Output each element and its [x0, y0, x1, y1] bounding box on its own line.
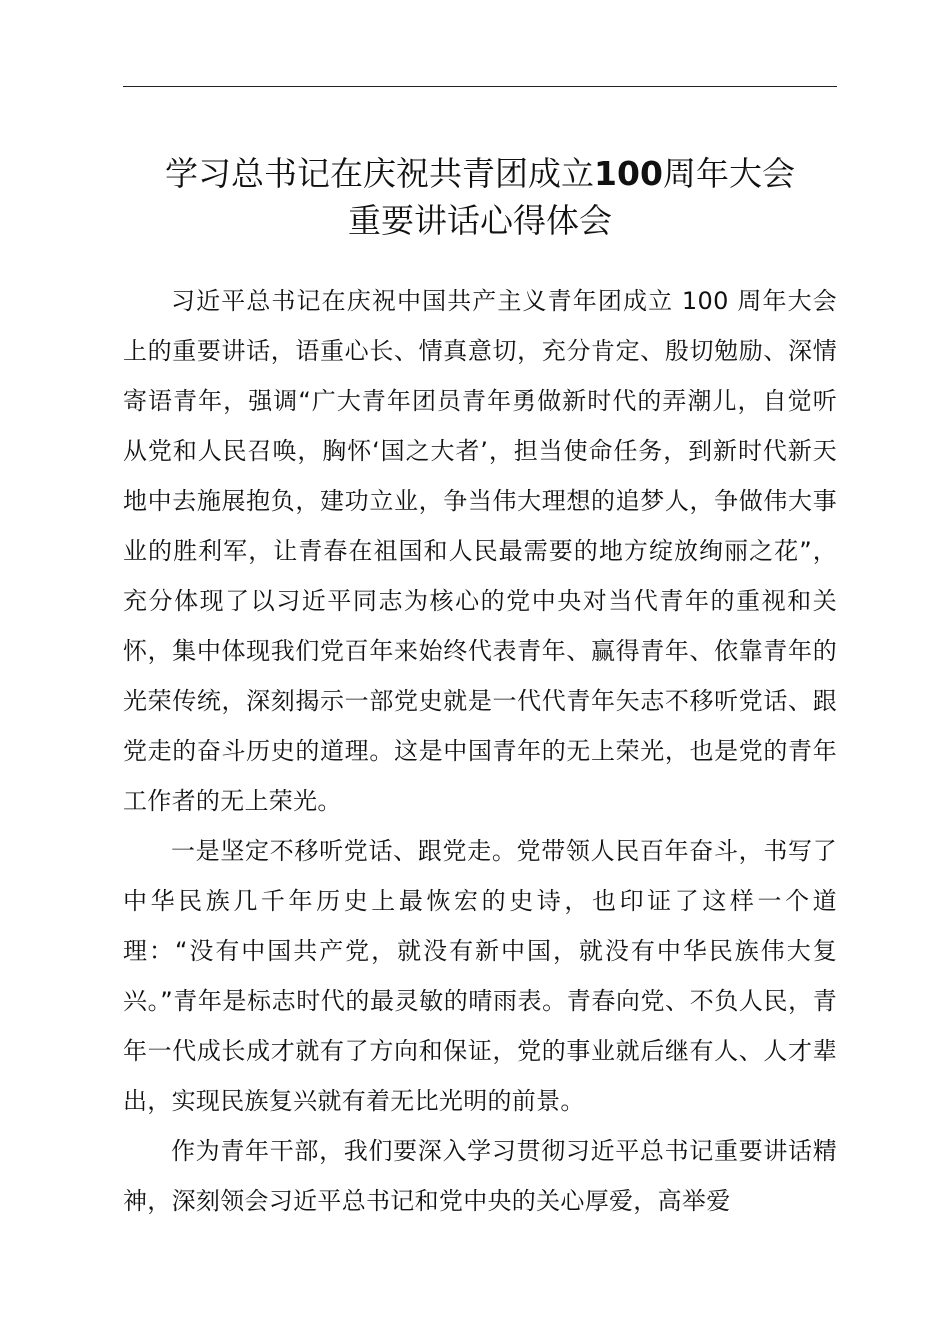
document-body — [123, 276, 837, 1226]
document-title — [100, 150, 860, 244]
title-line1-post: 周年大会 — [662, 154, 795, 193]
title-line2: 重要讲话心得体会 — [348, 201, 612, 240]
paragraph-1: 习近平总书记在庆祝中国共产主义青年团成立 100 周年大会上的重要讲话，语重心长、情真意切，充分肯定、殷切勉励、深情寄语青年，强调“广大青年团员青年勇做新时代的弄潮儿，自觉听从党和人民召唤，胸怀‘国之大者’，担当使命任务，到新时代新天地中去施展抱负，建功立业，争当伟大理想的追梦人，争做伟大事业的胜利军，让青春在祖国和人民最需要的地方绽放绚丽之花”，充分体现了以习近平同志为核心的党中央对当代青年的重视和关怀，集中体现我们党百年来始终代表青年、赢得青年、依靠青年的光荣传统，深刻揭示一部党史就是一代代青年矢志不移听党话、跟党走的奋斗历史的道理。这是中国青年的无上荣光，也是党的青年工作者的无上荣光。 — [123, 287, 837, 815]
header-rule — [123, 86, 837, 87]
title-line1-number: 100 — [594, 154, 663, 193]
paragraph-2: 一是坚定不移听党话、跟党走。党带领人民百年奋斗，书写了中华民族几千年历史上最恢宏的史诗，也印证了这样一个道理：“没有中国共产党，就没有新中国，就没有中华民族伟大复兴。”青年是标志时代的最灵敏的晴雨表。青春向党、不负人民，青年一代成长成才就有了方向和保证，党的事业就后继有人、人才辈出，实现民族复兴就有着无比光明的前景。 — [123, 837, 837, 1115]
title-line1-pre: 学习总书记在庆祝共青团成立 — [165, 154, 595, 193]
paragraph-3: 作为青年干部，我们要深入学习贯彻习近平总书记重要讲话精神，深刻领会习近平总书记和党中央的关心厚爱，高举爱 — [123, 1137, 837, 1215]
